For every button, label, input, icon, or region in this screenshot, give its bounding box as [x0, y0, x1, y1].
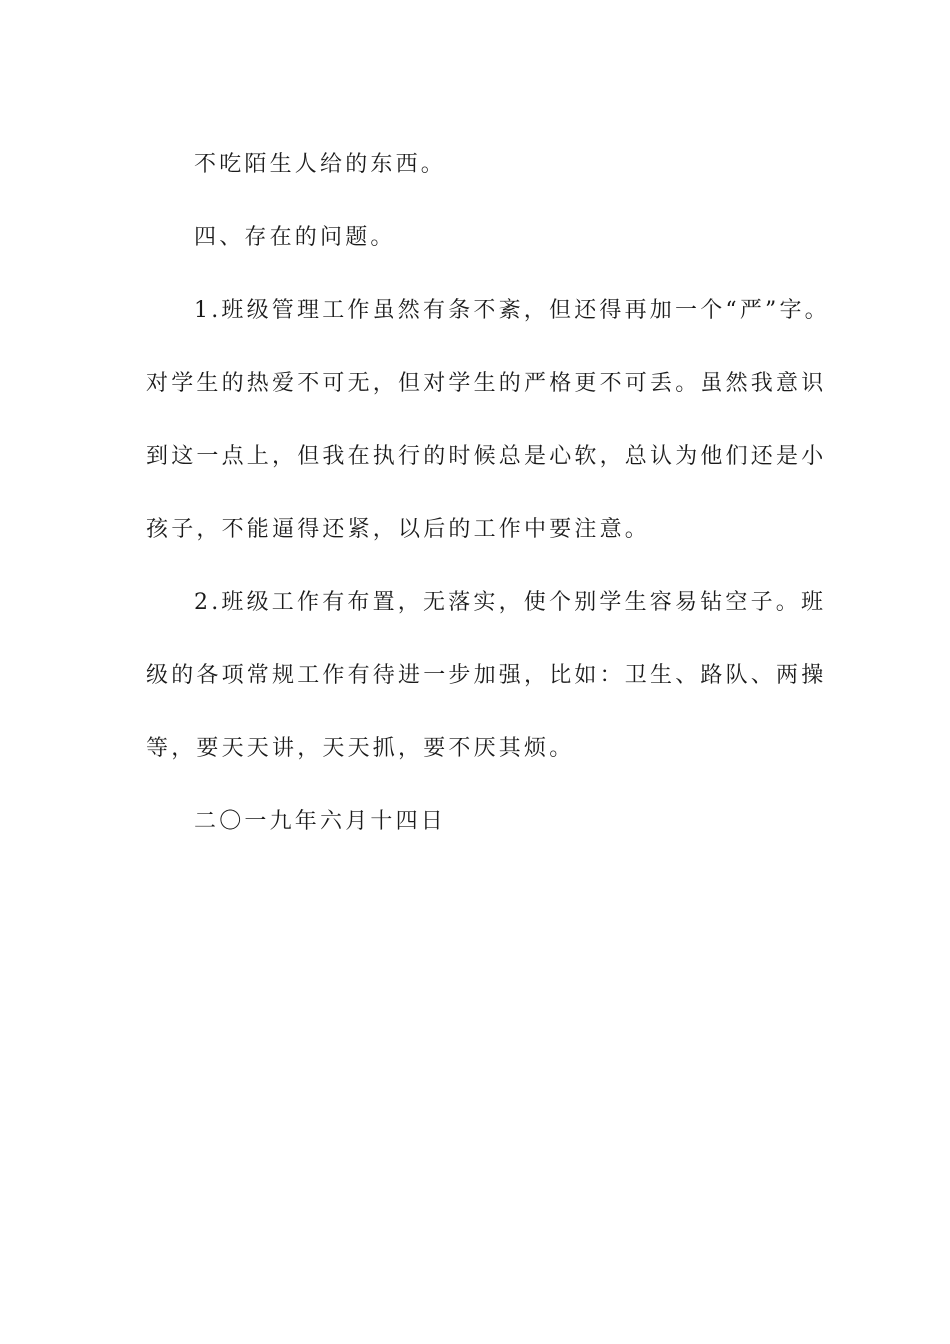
paragraph-problem-2-continued [146, 639, 827, 785]
text-line: 等，要天天讲，天天抓，要不厌其烦。 [146, 736, 575, 761]
paragraph-safety-tip [146, 128, 806, 201]
text-line: 1.班级管理工作虽然有条不紊，但还得再加一个“严”字。 [194, 298, 830, 323]
text-line: 四、存在的问题。 [194, 225, 396, 250]
paragraph-problem-1 [146, 274, 830, 347]
text-line: 不吃陌生人给的东西。 [194, 152, 447, 177]
section-heading-problems [146, 201, 806, 274]
document-body [146, 128, 830, 858]
text-line: 孩子，不能逼得还紧，以后的工作中要注意。 [146, 517, 651, 542]
text-line: 二〇一九年六月十四日 [194, 809, 447, 834]
text-line: 级的各项常规工作有待进一步加强，比如：卫生、路队、两操 [146, 663, 827, 688]
text-line: 2.班级工作有布置，无落实，使个别学生容易钻空子。班 [194, 590, 827, 615]
paragraph-problem-1-continued [146, 347, 827, 566]
paragraph-problem-2 [146, 566, 827, 639]
document-date [146, 785, 806, 858]
text-line: 到这一点上，但我在执行的时候总是心软，总认为他们还是小 [146, 444, 827, 469]
text-line: 对学生的热爱不可无，但对学生的严格更不可丢。虽然我意识 [146, 371, 827, 396]
